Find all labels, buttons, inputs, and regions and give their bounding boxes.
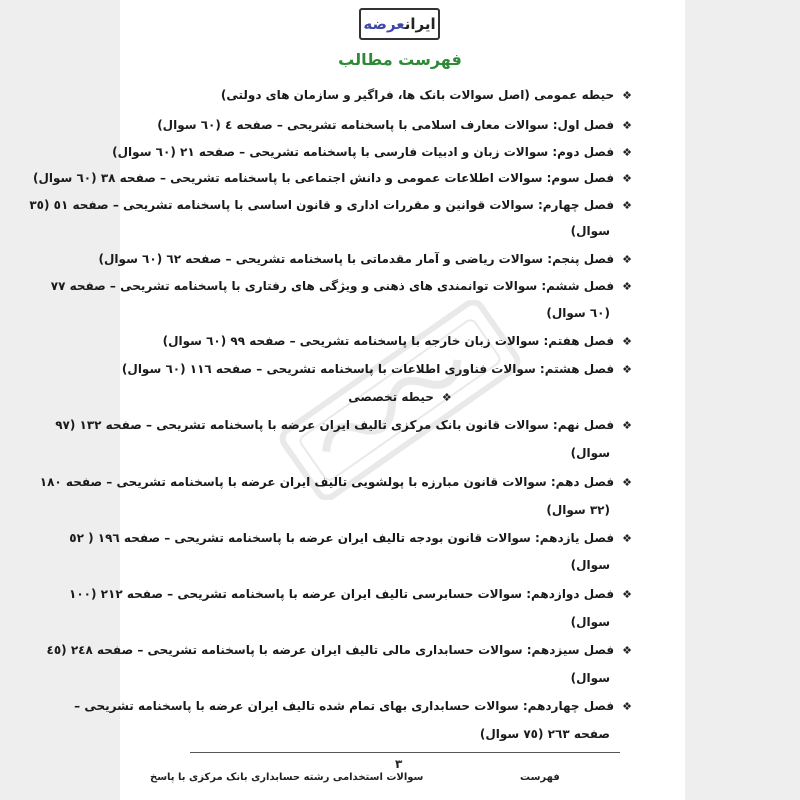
toc-entry-continuation: سوال) — [570, 446, 610, 460]
toc-entry[interactable]: ❖فصل نهم: سوالات قانون بانک مرکزی تالیف ایران عرضه با پاسخنامه تشریحی – صفحه ١٣٢ (٩٧ — [55, 418, 632, 432]
diamond-bullet-icon: ❖ — [622, 89, 632, 102]
toc-entry[interactable]: ❖فصل دوازدهم: سوالات حسابرسی تالیف ایران عرضه با پاسخنامه تشریحی – صفحه ٢١٢ (١٠٠ — [69, 587, 632, 601]
diamond-bullet-icon: ❖ — [622, 363, 632, 376]
diamond-bullet-icon: ❖ — [441, 391, 452, 404]
diamond-bullet-icon: ❖ — [622, 476, 632, 489]
diamond-bullet-icon: ❖ — [622, 644, 632, 657]
diamond-bullet-icon: ❖ — [622, 700, 632, 713]
section-general: ❖حیطه عمومی (اصل سوالات بانک ها، فراگیر و سازمان های دولتی) — [220, 88, 632, 102]
diamond-bullet-icon: ❖ — [622, 146, 632, 159]
diamond-bullet-icon: ❖ — [622, 253, 632, 266]
toc-entry-continuation: سوال) — [570, 671, 610, 685]
diamond-bullet-icon: ❖ — [622, 532, 632, 545]
diamond-bullet-icon: ❖ — [622, 588, 632, 601]
toc-entry-continuation: سوال) — [570, 558, 610, 572]
toc-entry-continuation: سوال) — [570, 224, 610, 238]
diamond-bullet-icon: ❖ — [622, 199, 632, 212]
toc-entry[interactable]: ❖فصل دهم: سوالات قانون مبارزه با پولشویی تالیف ایران عرضه با پاسخنامه تشریحی – صفحه ١٨٠ — [39, 475, 632, 489]
toc-entry[interactable]: ❖فصل هشتم: سوالات فناوری اطلاعات با پاسخنامه تشریحی – صفحه ١١٦ (٦٠ سوال) — [121, 362, 632, 376]
toc-entry[interactable]: ❖فصل یازدهم: سوالات قانون بودجه تالیف ایران عرضه با پاسخنامه تشریحی – صفحه ١٩٦ ( ٥٢ — [69, 531, 632, 545]
footer-section-label: فهرست — [520, 772, 560, 783]
toc-entry-continuation: سوال) — [570, 615, 610, 629]
diamond-bullet-icon: ❖ — [622, 335, 632, 348]
diamond-bullet-icon: ❖ — [622, 419, 632, 432]
section-specialized: ❖حیطه تخصصی — [348, 390, 452, 404]
toc-entry[interactable]: ❖فصل ششم: سوالات توانمندی های ذهنی و ویژگی های رفتاری با پاسخنامه تشریحی – صفحه ٧٧ — [50, 279, 632, 293]
toc-entry[interactable]: ❖فصل چهارم: سوالات قوانین و مقررات اداری و قانون اساسی با پاسخنامه تشریحی – صفحه ٥١ (٣٥ — [29, 198, 632, 212]
brand-logo: ایرانعرضه — [359, 8, 440, 40]
toc-entry[interactable]: ❖فصل هفتم: سوالات زبان خارجه با پاسخنامه تشریحی – صفحه ٩٩ (٦٠ سوال) — [162, 334, 632, 348]
footer-divider — [190, 752, 620, 753]
toc-entry[interactable]: ❖فصل پنجم: سوالات ریاضی و آمار مقدماتی با پاسخنامه تشریحی – صفحه ٦٢ (٦٠ سوال) — [98, 252, 632, 266]
toc-entry[interactable]: ❖فصل سیزدهم: سوالات حسابداری مالی تالیف ایران عرضه با پاسخنامه تشریحی – صفحه ٢٤٨ (٤٥ — [46, 643, 632, 657]
toc-entry-continuation: صفحه ٢٦٣ (٧٥ سوال) — [479, 727, 610, 741]
toc-entry[interactable]: ❖فصل سوم: سوالات اطلاعات عمومی و دانش اجتماعی با پاسخنامه تشریحی – صفحه ٣٨ (٦٠ سوال) — [32, 171, 632, 185]
footer-book-title: سوالات استخدامی رشته حسابداری بانک مرکزی با پاسخ — [150, 772, 424, 783]
toc-entry[interactable]: ❖فصل چهاردهم: سوالات حسابداری بهای تمام شده تالیف ایران عرضه با پاسخنامه تشریحی – — [74, 699, 632, 713]
diamond-bullet-icon: ❖ — [622, 280, 632, 293]
toc-entry[interactable]: ❖فصل دوم: سوالات زبان و ادبیات فارسی با پاسخنامه تشریحی – صفحه ٢١ (٦٠ سوال) — [112, 145, 632, 159]
diamond-bullet-icon: ❖ — [622, 172, 632, 185]
toc-entry-continuation: (٦٠ سوال) — [546, 306, 610, 320]
page-title: فهرست مطالب — [338, 50, 462, 69]
diamond-bullet-icon: ❖ — [622, 119, 632, 132]
toc-entry[interactable]: ❖فصل اول: سوالات معارف اسلامی با پاسخنامه تشریحی – صفحه ٤ (٦٠ سوال) — [157, 118, 632, 132]
page-number: ٣ — [395, 757, 403, 771]
toc-entry-continuation: (٣٢ سوال) — [546, 503, 610, 517]
